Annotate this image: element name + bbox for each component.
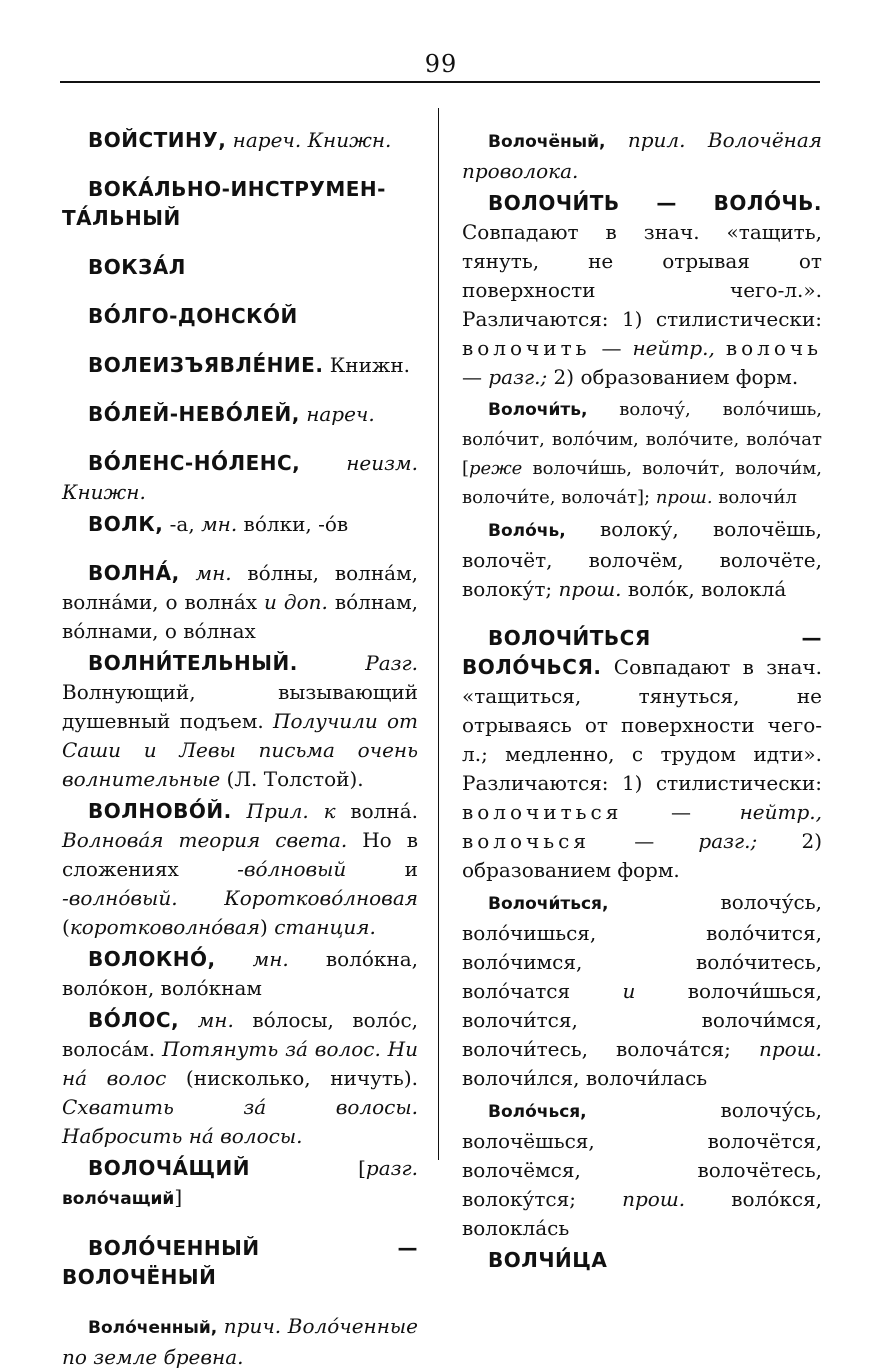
entry-voloch-forms: Воло́чь, волоку́, волочёшь, волочёт, волочём, волочёте, волоку́т; прош. воло́к, волокла́: [462, 517, 822, 601]
entry-vokalno-instrumentalny: ВОКА́ЛЬНО-ИНСТРУМЕН-ТА́ЛЬНЫЙ: [62, 177, 386, 230]
entry-volokno: ВОЛОКНО́, мн. воло́кна, воло́кон, воло́кнам: [62, 947, 419, 1000]
left-column: [62, 106, 418, 1372]
entry-volochitsya-forms: Волочи́ться, волочу́сь, воло́чишься, воло́чится, воло́чимся, воло́читесь, воло́чатся и волочи́шься, волочи́тся, волочи́мся, волочи́тесь, волоча́тся; прош. волочи́лся, волочи́лась: [462, 890, 822, 1090]
entry-volk: ВОЛК, -а, мн. во́лки, -о́в: [88, 512, 349, 536]
column-divider: [438, 108, 439, 1160]
entry-volens-nolens: ВО́ЛЕНС-НО́ЛЕНС, неизм. Книжн.: [62, 451, 418, 504]
entry-volochitsya-volochsya: ВОЛОЧИ́ТЬСЯ — ВОЛО́ЧЬСЯ. Совпадают в знач. «тащиться, тянуться, не отрываясь от поверхности чего-л.; медленно, с трудом идти». Различаются: 1) стилистически: волочиться — нейтр., волочься — разг.; 2) образованием форм.: [462, 626, 823, 882]
entry-volochit-forms: Волочи́ть, волочу́, воло́чишь, воло́чит, воло́чим, воло́чите, воло́чат [реже волочи́шь, волочи́т, волочи́м, волочи́те, волоча́т]; прош. волочи́л: [462, 399, 822, 508]
entry-voleizyavlenie: ВОЛЕИЗЪЯВЛЕ́НИЕ. Книжн.: [88, 353, 411, 377]
entry-volchitsa: ВОЛЧИ́ЦА: [488, 1248, 608, 1272]
entry-volochsya-forms: Воло́чься, волочу́сь, волочёшься, волочётся, волочёмся, волочётесь, волоку́тся; прош. воло́кся, волокла́сь: [462, 1098, 822, 1240]
entry-volochenny: Воло́ченный, прич. Воло́ченные по земле бревна.: [62, 1314, 419, 1369]
entry-volnovoi: ВОЛНОВО́Й. Прил. к волна́. Волнова́я теория света. Но в сложениях -во́лновый и -волно́вый. Коротково́лновая (коротковолно́вая) станция.: [62, 799, 418, 939]
entry-volos: ВО́ЛОС, мн. во́лосы, воло́с, волоса́м. Потянуть за́ волос. Ни на́ волос (нисколько, ничуть). Схватить за́ волосы. Набросить на́ волосы.: [62, 1008, 419, 1148]
right-column: [462, 106, 822, 1275]
entry-volochit-voloch: ВОЛОЧИ́ТЬ — ВОЛО́ЧЬ. Совпадают в знач. «тащить, тянуть, не отрывая от поверхности чего-л.». Различаются: 1) стилистически: волочить — нейтр., волочь — разг.; 2) образованием форм.: [462, 191, 823, 389]
page-number: 99: [424, 50, 458, 78]
entry-volnitelny: ВОЛНИ́ТЕЛЬНЫЙ. Разг. Волнующий, вызывающий душевный подъем. Получили от Саши и Левы письма очень волнительные (Л. Толстой).: [62, 651, 418, 791]
entry-volochony: Волочёный, прил. Волочёная проволока.: [462, 128, 822, 183]
header-rule: [60, 81, 820, 83]
entry-volochenny-heading: ВОЛО́ЧЕННЫЙ — ВОЛОЧЁНЫЙ: [62, 1236, 418, 1289]
entry-volochashchiy: ВОЛОЧА́ЩИЙ [разг. воло́чащий]: [62, 1156, 418, 1209]
entry-volgo-donskoi: ВО́ЛГО-ДОНСКО́Й: [88, 304, 298, 328]
entry-volna: ВОЛНА́, мн. во́лны, волна́м, волна́ми, о волна́х и доп. во́лнам, во́лнами, о во́лнах: [62, 561, 419, 643]
entry-volei-nevolei: ВО́ЛЕЙ-НЕВО́ЛЕЙ, нареч.: [88, 402, 375, 426]
entry-vokzal: ВОКЗА́Л: [88, 255, 186, 279]
entry-voistinu: ВОЙСТИНУ, нареч. Книжн.: [88, 128, 392, 152]
